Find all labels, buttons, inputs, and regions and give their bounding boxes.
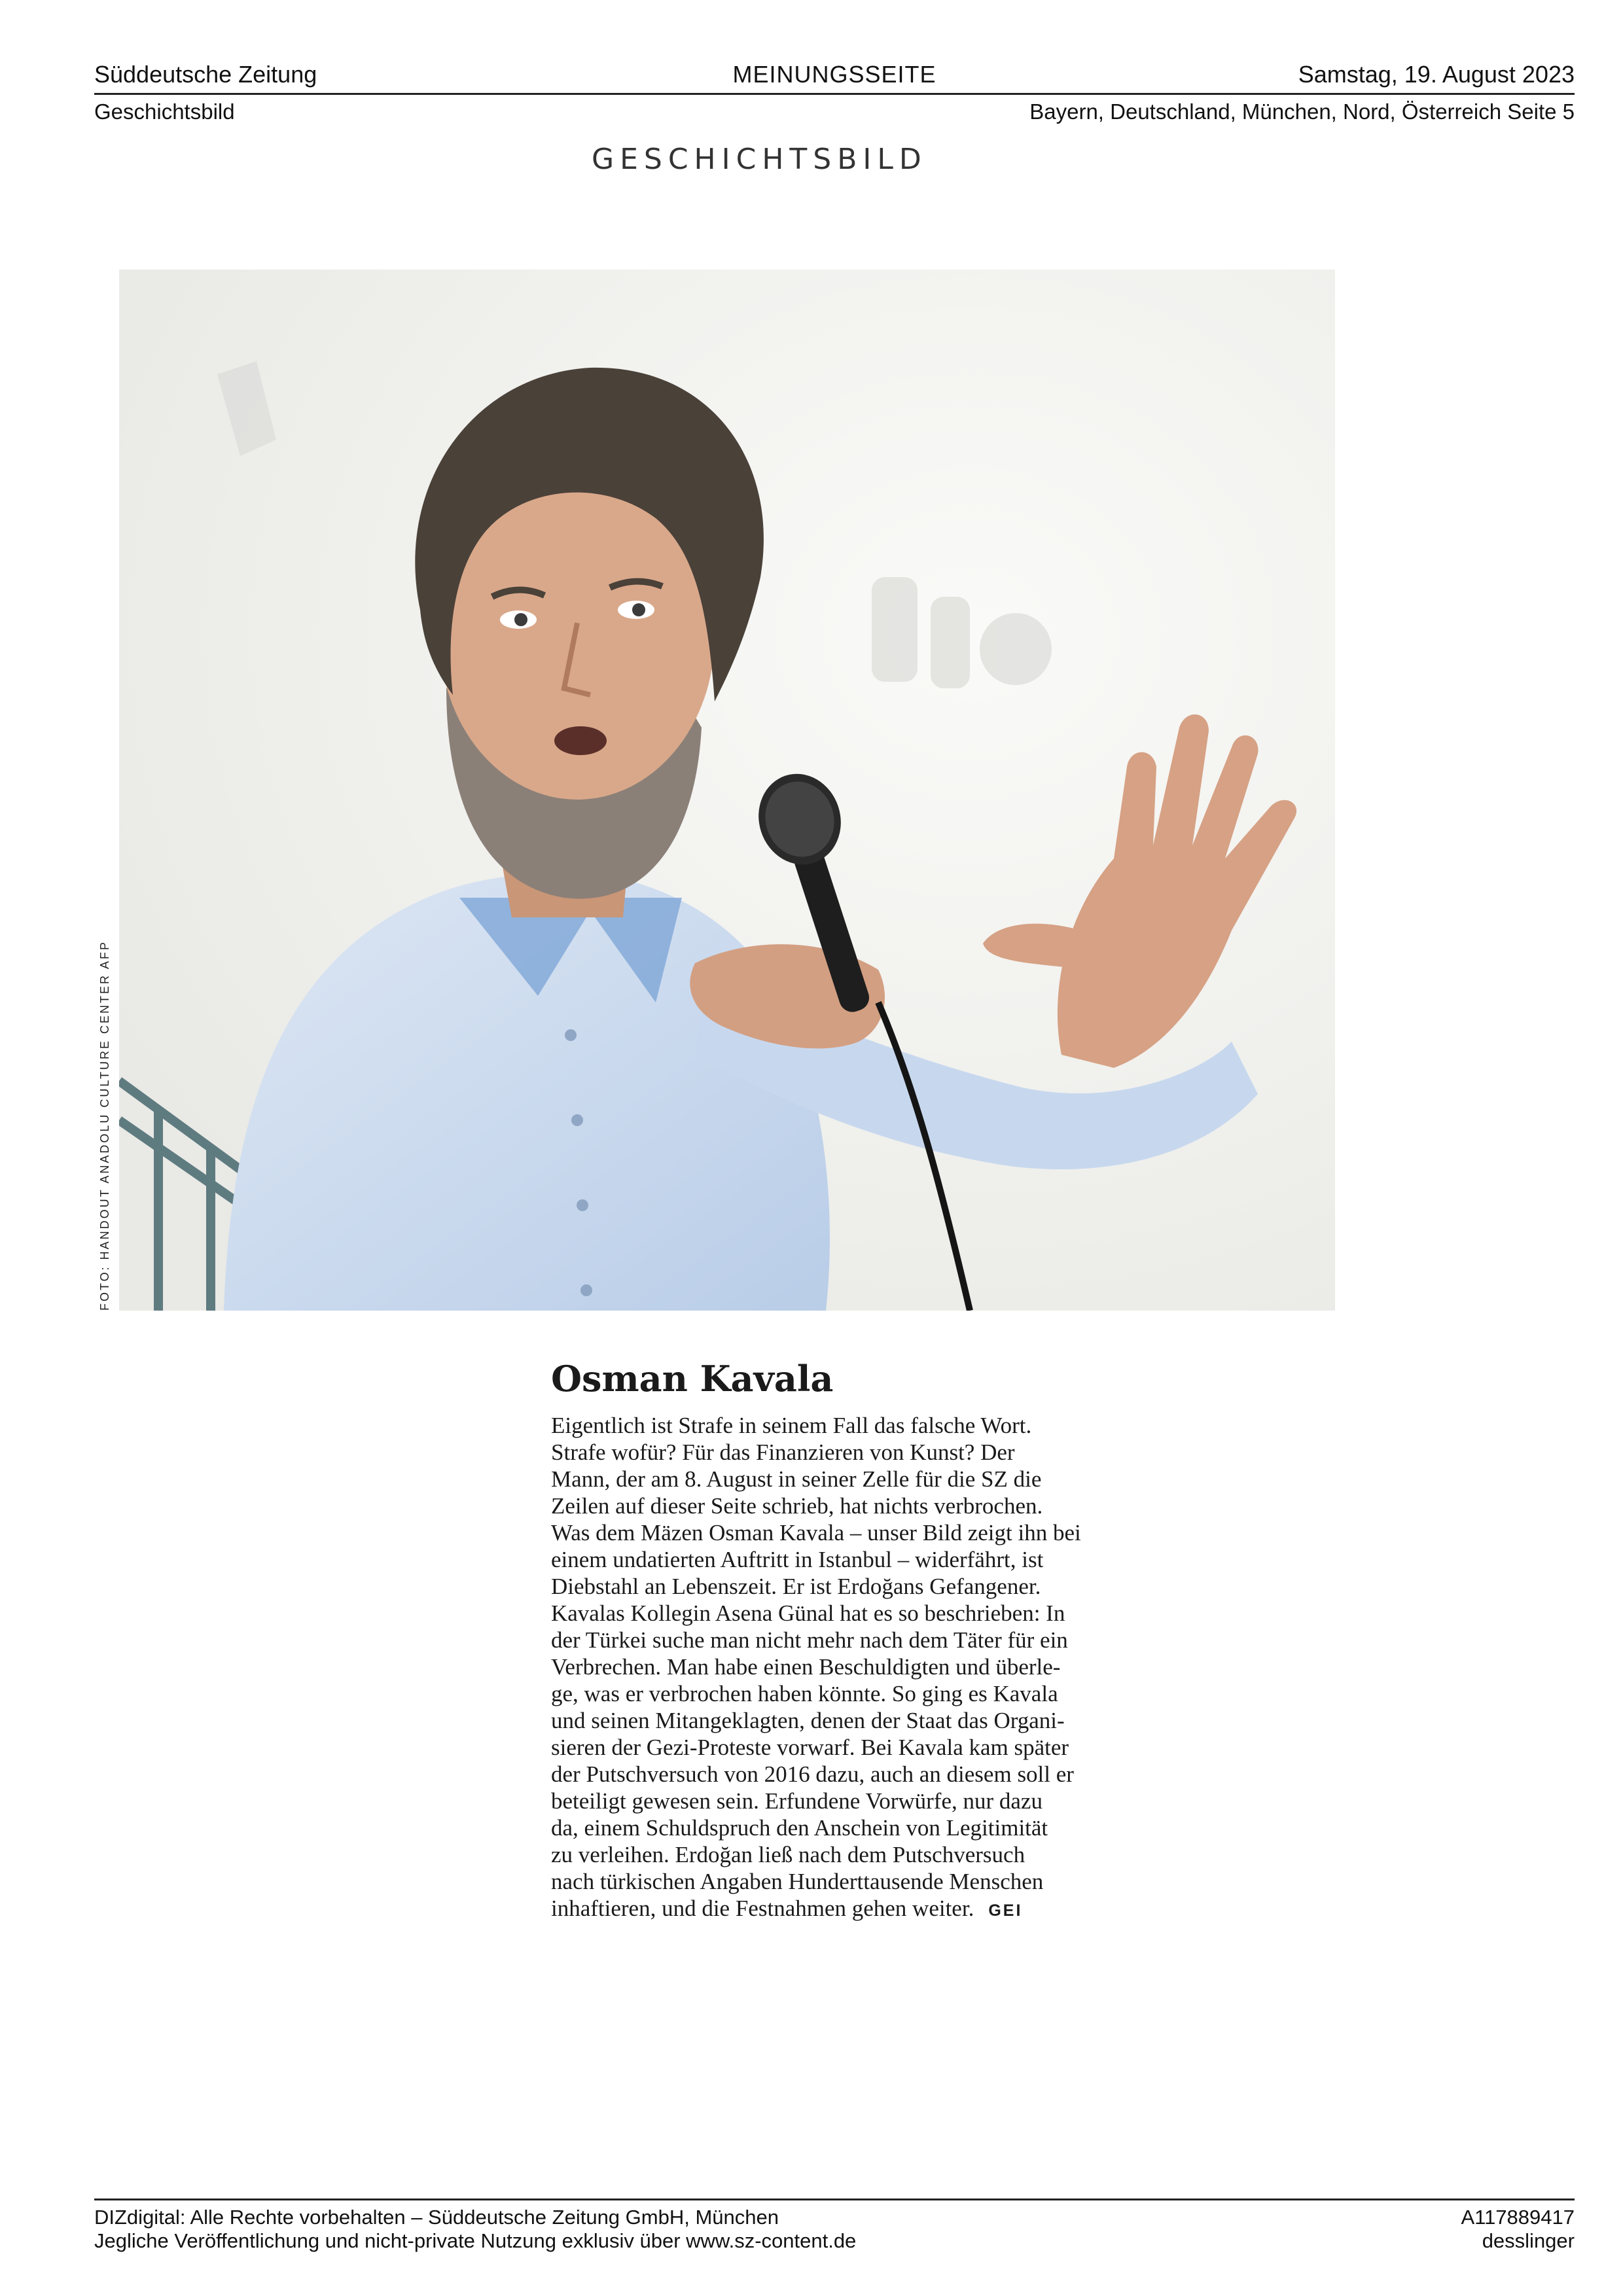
page-subheader	[94, 98, 1575, 127]
author-initials: GEI	[988, 1901, 1023, 1920]
rubric-label: Geschichtsbild	[94, 99, 235, 124]
edition-list: Bayern, Deutschland, München, Nord, Österreich Seite 5	[1029, 99, 1575, 124]
article-photo	[119, 270, 1335, 1311]
rights-notice: DIZdigital: Alle Rechte vorbehalten – Süddeutsche Zeitung GmbH, München	[94, 2206, 779, 2229]
issue-date: Samstag, 19. August 2023	[1298, 61, 1575, 88]
page-header	[94, 60, 1575, 95]
publication-name: Süddeutsche Zeitung	[94, 61, 317, 88]
article-line: einem undatierten Auftritt in Istanbul – widerfährt, ist	[551, 1547, 1044, 1572]
page-footer	[94, 2199, 1575, 2286]
article-line: Diebstahl an Lebenszeit. Er ist Erdoğans Gefangener.	[551, 1574, 1041, 1599]
article-line: Verbrechen. Man habe einen Beschuldigten und überle-	[551, 1654, 1061, 1680]
article-line-last	[551, 1895, 1153, 1924]
section-kicker: GESCHICHTSBILD	[592, 143, 927, 176]
article-line: Was dem Mäzen Osman Kavala – unser Bild zeigt ihn bei	[551, 1520, 1081, 1545]
portrait-illustration	[119, 270, 1335, 1311]
article-line: Eigentlich ist Strafe in seinem Fall das falsche Wort.	[551, 1413, 1032, 1438]
article-line: ge, was er verbrochen haben könnte. So ging es Kavala	[551, 1681, 1058, 1706]
article-line: beteiligt gewesen sein. Erfundene Vorwürfe, nur dazu	[551, 1788, 1043, 1814]
article-line: zu verleihen. Erdoğan ließ nach dem Putschversuch	[551, 1842, 1026, 1867]
article-headline: Osman Kavala	[551, 1358, 834, 1400]
article-line: und seinen Mitangeklagten, denen der Staat das Organi-	[551, 1708, 1065, 1733]
photo-credit: FOTO: HANDOUT ANADOLU CULTURE CENTER AFP	[98, 940, 111, 1311]
user-name: desslinger	[1482, 2229, 1575, 2252]
article-body	[551, 1412, 1153, 1924]
section-name: MEINUNGSSEITE	[732, 61, 936, 88]
article-line: Kavalas Kollegin Asena Günal hat es so beschrieben: In	[551, 1600, 1065, 1626]
article-line: da, einem Schuldspruch den Anschein von Legitimität	[551, 1815, 1048, 1841]
document-id: A117889417	[1461, 2206, 1575, 2229]
article-line: der Putschversuch von 2016 dazu, auch an diesem soll er	[551, 1761, 1074, 1787]
article-line: Zeilen auf dieser Seite schrieb, hat nichts verbrochen.	[551, 1493, 1043, 1519]
article-line: nach türkischen Angaben Hunderttausende Menschen	[551, 1869, 1044, 1894]
article-line: sieren der Gezi-Proteste vorwarf. Bei Kavala kam später	[551, 1735, 1069, 1760]
article-line: Strafe wofür? Für das Finanzieren von Kunst? Der	[551, 1439, 1015, 1465]
article-line-text: inhaftieren, und die Festnahmen gehen weiter.	[551, 1896, 974, 1921]
usage-notice: Jegliche Veröffentlichung und nicht-private Nutzung exklusiv über www.sz-content.de	[94, 2229, 857, 2252]
article-line: der Türkei suche man nicht mehr nach dem Täter für ein	[551, 1627, 1068, 1653]
article-line: Mann, der am 8. August in seiner Zelle für die SZ die	[551, 1466, 1042, 1492]
